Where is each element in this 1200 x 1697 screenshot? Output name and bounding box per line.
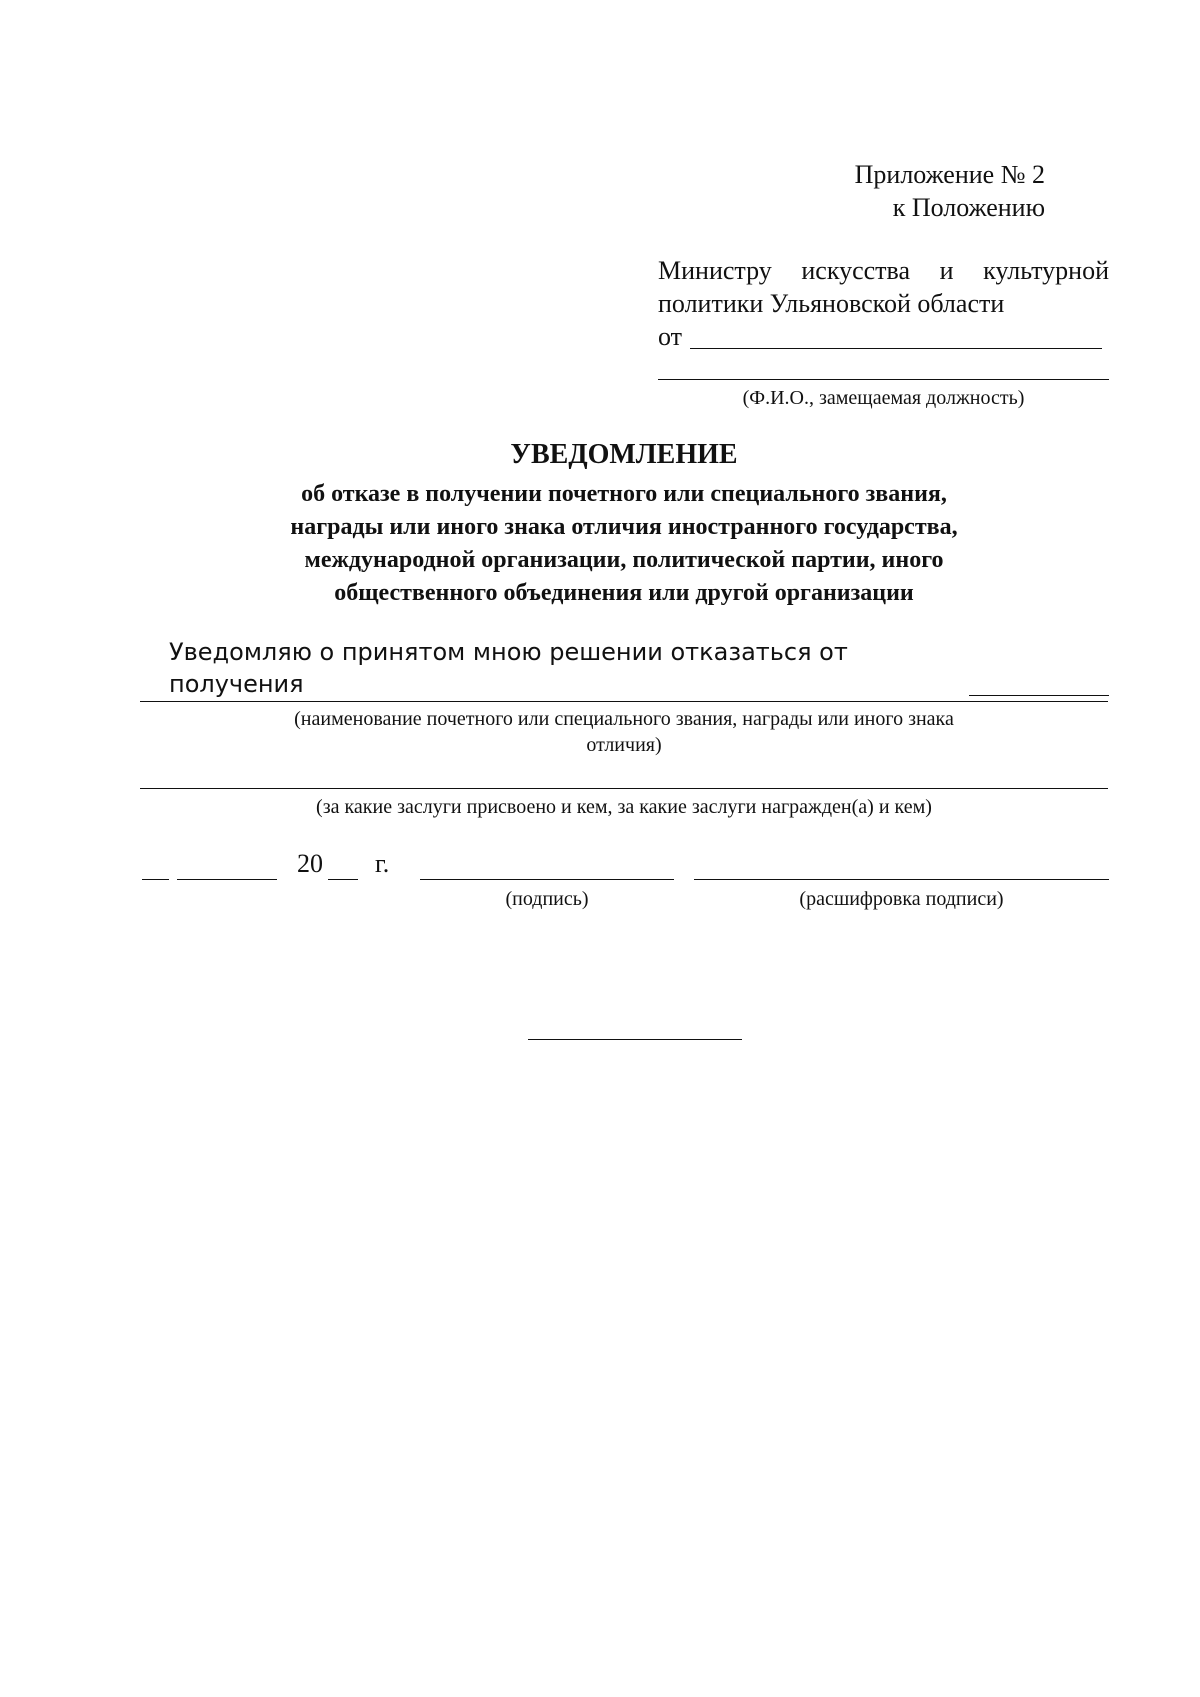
award-name-caption [140,706,1108,758]
subtitle-line: награды или иного знака отличия иностранного государства, [290,514,958,540]
document-subtitle [140,478,1108,610]
year-prefix: 20 [297,849,323,878]
from-label: от [658,322,683,351]
appendix-header [855,158,1045,224]
date-day-field[interactable] [142,879,169,880]
merits-field-line[interactable] [140,788,1108,789]
award-name-field-line[interactable] [140,701,1108,702]
signature-decoding-field[interactable] [694,879,1109,880]
addressee-block [658,254,1109,353]
position-field-line[interactable] [658,379,1109,380]
award-caption-line-2: отличия) [586,734,662,756]
date-year-field[interactable] [328,879,358,880]
notify-text: Уведомляю о принятом мною решении отказаться от получения [169,638,848,698]
from-row [658,320,1109,353]
addressee-line-1: Министру искусства и культурной [658,256,1109,285]
merits-caption: (за какие заслуги присвоено и кем, за какие заслуги награжден(а) и кем) [316,796,932,818]
closing-divider [528,1039,742,1040]
subtitle-line: международной организации, политической партии, иного [304,547,944,573]
date-month-field[interactable] [177,879,277,880]
appendix-reference: к Положению [892,193,1045,222]
from-name-field[interactable] [690,348,1102,349]
award-caption-line-1: (наименование почетного или специального звания, награды или иного знака [294,708,954,730]
notify-statement [169,636,1109,700]
fio-caption: (Ф.И.О., замещаемая должность) [742,387,1025,409]
signature-decoding-caption: (расшифровка подписи) [799,888,1004,910]
award-name-field-start[interactable] [969,695,1109,696]
year-suffix: г. [375,849,390,878]
subtitle-line: общественного объединения или другой организации [334,580,914,606]
addressee-line-2: политики Ульяновской области [658,289,1005,318]
signature-field[interactable] [420,879,674,880]
subtitle-line: об отказе в получении почетного или специального звания, [301,481,947,507]
appendix-number: Приложение № 2 [854,160,1045,189]
document-title: УВЕДОМЛЕНИЕ [510,439,738,470]
signature-caption: (подпись) [505,888,589,910]
